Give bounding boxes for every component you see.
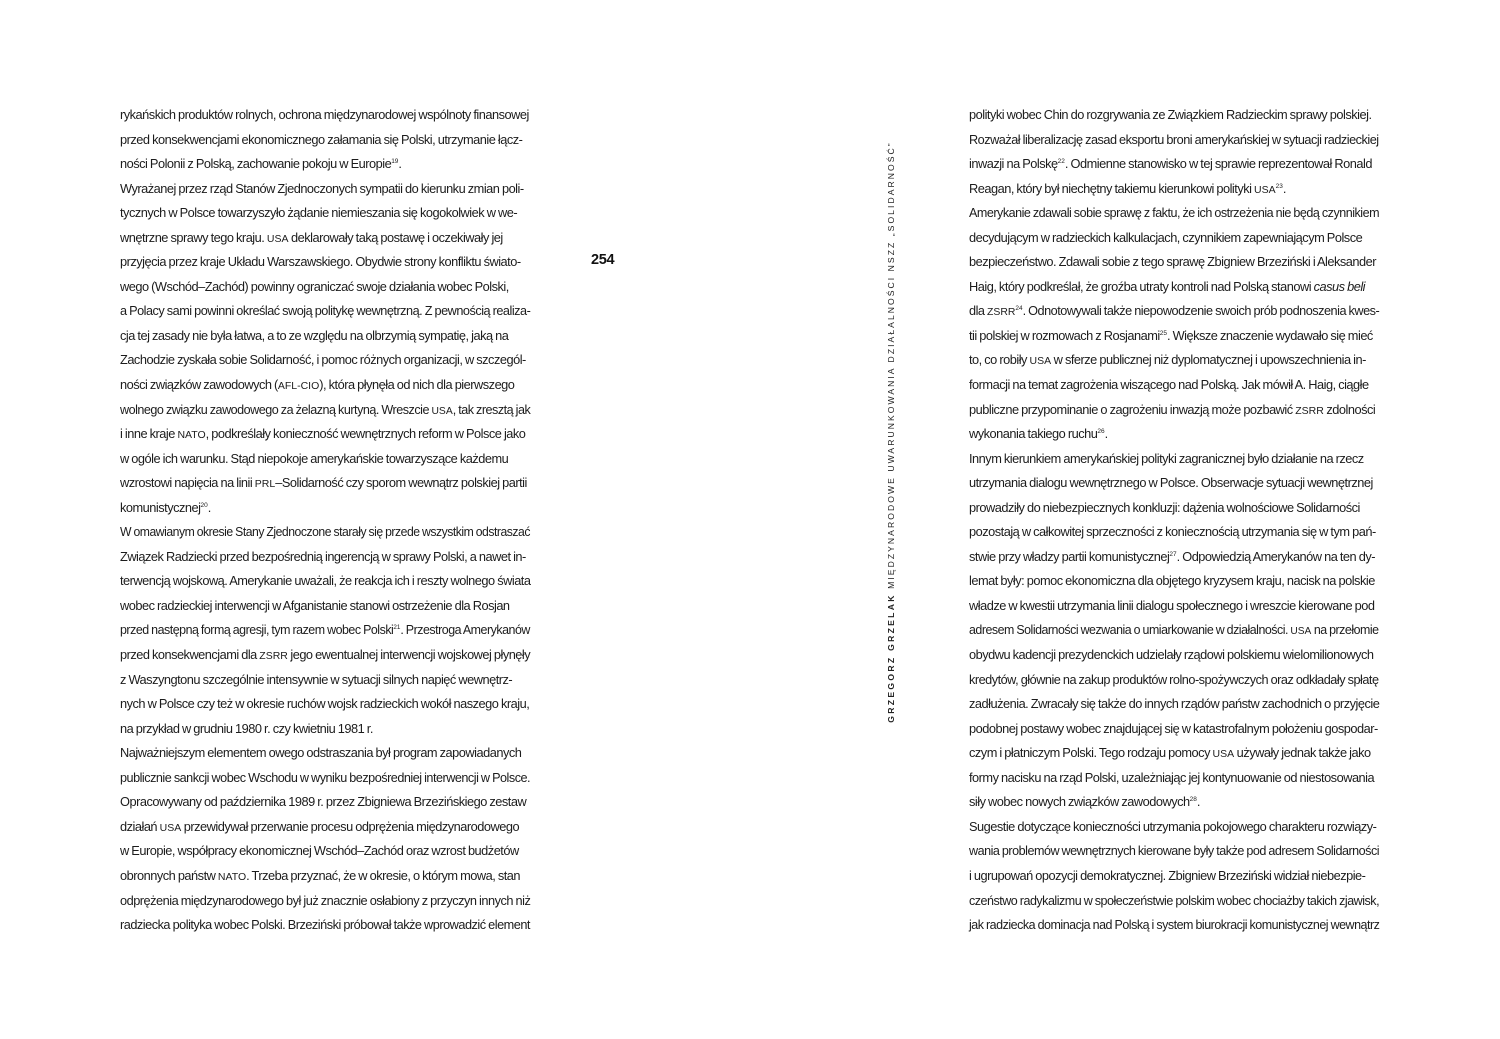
text-line [969, 373, 1379, 398]
text-segment: deklarowały taką postawę i oczekiwały jej [288, 229, 503, 245]
text-segment: ności Polonii z Polską, zachowanie pokoju w Europie [120, 156, 392, 172]
text-line [120, 717, 530, 742]
text-line [120, 741, 530, 766]
text-line [969, 201, 1380, 226]
text-segment: . [1282, 180, 1286, 196]
text-segment: przed następną formą agresji, tym razem wobec Polski [120, 622, 394, 638]
text-segment: cja tej zasady nie była łatwa, a to ze względu na olbrzymią sympatię, jaką na [120, 327, 509, 343]
acronym: NATO [177, 429, 206, 442]
text-segment: odprężenia międzynarodowego był już znacznie osłabiony z przyczyn innych niż [120, 892, 531, 908]
text-line [969, 250, 1379, 275]
text-segment: na przełomie [1311, 622, 1379, 638]
text-segment: używały jednak także jako [1234, 745, 1371, 761]
right-text-column [969, 103, 1379, 938]
text-segment: . [207, 499, 211, 515]
text-segment: w sferze publicznej niż dyplomatycznej i upowszechnienia in- [1051, 352, 1366, 368]
text-line [969, 348, 1379, 373]
text-line [969, 815, 1379, 840]
text-line [120, 201, 530, 226]
text-line [969, 545, 1379, 570]
footnote-marker: 21 [393, 624, 401, 632]
text-line [969, 226, 1379, 251]
text-segment: Haig, który podkreślał, że groźba utraty kontroli nad Polską stanowi [969, 278, 1314, 294]
text-segment: Najważniejszym elementem owego odstraszania był program zapowiadanych [120, 745, 522, 761]
acronym: USA [1212, 748, 1235, 761]
text-segment: obronnych państw [120, 867, 218, 883]
text-segment: wzrostowi napięcia na linii [120, 475, 255, 491]
text-line [969, 668, 1379, 693]
text-line [120, 226, 530, 251]
text-line [969, 594, 1379, 619]
text-line [969, 717, 1379, 742]
footnote-marker: 24 [1015, 305, 1023, 313]
text-line [969, 569, 1379, 594]
text-line [969, 103, 1379, 128]
text-line [120, 152, 530, 177]
acronym: PRL [254, 478, 276, 491]
text-segment: rykańskich produktów rolnych, ochrona międzynarodowej wspólnoty finansowej [120, 107, 529, 122]
text-line [120, 864, 530, 889]
text-segment: bezpieczeństwo. Zdawali sobie z tego sprawę Zbigniew Brzeziński i Aleksander [969, 254, 1377, 270]
text-segment: decydującym w radzieckich kalkulacjach, czynnikiem zapewniającym Polsce [969, 229, 1363, 245]
text-line [969, 766, 1379, 791]
text-line [969, 275, 1379, 300]
footnote-marker: 22 [1057, 158, 1065, 166]
text-segment: publiczne przypominanie o zagrożeniu inwazją może pozbawić [969, 401, 1296, 417]
text-segment: . Odpowiedzią Amerykanów na ten dy- [1176, 548, 1375, 564]
text-line [120, 520, 530, 545]
text-segment: . Większe znaczenie wydawało się mieć [1166, 327, 1373, 343]
text-segment: Reagan, który był niechętny takiemu kierunkowi polityki [969, 180, 1255, 196]
text-segment: wnętrzne sprawy tego kraju. [120, 229, 267, 245]
text-segment: Wyrażanej przez rząd Stanów Zjednoczonych sympatii do kierunku zmian poli- [120, 180, 524, 196]
text-segment: kredytów, głównie na zakup produktów rolno-spożywczych oraz odkładały spłatę [969, 671, 1379, 687]
text-segment: . Przestroga Amerykanów [400, 622, 530, 638]
text-segment: lemat były: pomoc ekonomiczna dla objętego kryzysem kraju, nacisk na polskie [969, 573, 1375, 589]
text-segment: Zachodzie zyskała sobie Solidarność, i pomoc różnych organizacji, w szczegól- [120, 352, 526, 368]
text-line [120, 618, 530, 643]
text-line [969, 741, 1379, 766]
text-segment: na przykład w grudniu 1980 r. czy kwietniu 1981 r. [120, 720, 373, 736]
acronym: USA [1254, 183, 1276, 196]
text-line [969, 496, 1379, 521]
text-segment: zdolności [1323, 401, 1376, 417]
text-segment: utrzymania dialogu wewnętrznego w Polsce. Obserwacje sytuacji wewnętrznej [969, 475, 1373, 491]
text-line [969, 398, 1379, 423]
text-segment: zadłużenia. Zwracały się także do innych rządów państw zachodnich o przyjęcie [969, 696, 1380, 712]
text-line [120, 766, 531, 791]
text-line [120, 889, 529, 914]
footnote-marker: 25 [1159, 329, 1167, 337]
text-line [120, 299, 531, 324]
text-segment: ), która płynęła od nich dla pierwszego [319, 377, 515, 393]
footnote-marker: 23 [1275, 182, 1283, 190]
text-line [969, 643, 1379, 668]
footnote-marker: 19 [391, 158, 399, 166]
text-line [969, 520, 1379, 545]
text-line [969, 864, 1379, 889]
footnote-marker: 26 [1097, 428, 1105, 436]
text-segment: . Odmienne stanowisko w tej sprawie reprezentował Ronald [1064, 156, 1372, 172]
text-segment: przyjęcia przez kraje Układu Warszawskiego. Obydwie strony konfliktu świato- [120, 254, 521, 270]
text-segment: polityki wobec Chin do rozgrywania ze Związkiem Radzieckim sprawy polskiej. [969, 107, 1372, 122]
text-segment: publicznie sankcji wobec Wschodu w wyniku bezpośredniej interwencji w Polsce. [120, 769, 531, 785]
text-line [120, 496, 530, 521]
text-segment: komunistycznej [120, 499, 201, 515]
text-segment: wobec radzieckiej interwencji w Afganistanie stanowi ostrzeżenie dla Rosjan [120, 597, 510, 613]
text-segment: ności związków zawodowych ( [120, 377, 278, 393]
text-line [969, 299, 1380, 324]
text-segment: tycznych w Polsce towarzyszyło żądanie niemieszania się kogokolwiek w we- [120, 205, 518, 221]
text-segment: Rozważał liberalizację zasad eksportu broni amerykańskiej w sytuacji radzieckiej [969, 131, 1379, 147]
text-segment: nych w Polsce czy też w okresie ruchów wojsk radzieckich wokół naszego kraju, [120, 696, 530, 712]
text-segment: radziecka polityka wobec Polski. Brzeziński próbował także wprowadzić element [120, 917, 530, 933]
text-line [120, 447, 530, 472]
text-line [120, 569, 530, 594]
text-segment: w Europie, współpracy ekonomicznej Wschód–Zachód oraz wzrost budżetów [120, 843, 519, 859]
text-line [120, 398, 531, 423]
text-segment: W omawianym okresie Stany Zjednoczone starały się przede wszystkim odstraszać [120, 524, 530, 540]
text-line [120, 471, 530, 496]
text-line [969, 471, 1379, 496]
text-line [120, 790, 530, 815]
acronym: USA [1290, 625, 1312, 638]
text-segment: . [1196, 794, 1200, 810]
acronym: USA [431, 404, 453, 417]
acronym: AFL-CIO [277, 380, 320, 393]
acronym: USA [1029, 355, 1052, 368]
text-line [969, 618, 1379, 643]
text-segment: jego ewentualnej interwencji wojskowej płynęły [287, 647, 531, 663]
text-line [969, 913, 1380, 938]
text-segment: działań [120, 818, 160, 834]
text-line [120, 422, 530, 447]
text-segment: . [398, 156, 402, 172]
text-segment: a Polacy sami powinni określać swoją politykę wewnętrzną. Z pewnością realiza- [120, 303, 531, 319]
text-segment: wego (Wschód–Zachód) powinny ograniczać swoje działania wobec Polski, [120, 278, 509, 294]
text-line [120, 103, 530, 128]
text-segment: pozostają w całkowitej sprzeczności z koniecznością utrzymania się w tym pań- [969, 524, 1376, 540]
acronym: ZSRR [259, 650, 288, 663]
acronym: NATO [217, 870, 247, 883]
text-segment: adresem Solidarności wezwania o umiarkowanie w działalności. [969, 622, 1291, 638]
text-line [969, 447, 1379, 472]
footnote-marker: 20 [200, 501, 208, 509]
text-line [969, 839, 1380, 864]
text-line [969, 324, 1379, 349]
text-segment: wolnego związku zawodowego za żelazną kurtyną. Wreszcie [120, 401, 432, 417]
text-segment: dla [969, 303, 988, 319]
text-segment: z Waszyngtonu szczególnie intensywnie w sytuacji silnych napięć wewnętrz- [120, 671, 513, 687]
text-line [969, 152, 1379, 177]
text-segment: , podkreślały konieczność wewnętrznych reform w Polsce jako [205, 426, 526, 442]
left-text-column [120, 103, 530, 938]
text-segment: wania problemów wewnętrznych kierowane były także pod adresem Solidarności [969, 843, 1380, 859]
text-segment: prowadziły do niebezpiecznych konkluzji: dążenia wolnościowe Solidarności [969, 499, 1360, 515]
text-line [120, 545, 530, 570]
running-header-author: GRZEGORZ GRZELAK [886, 593, 896, 723]
text-line [120, 692, 530, 717]
text-segment: to, co robiły [969, 352, 1030, 368]
text-segment: czeństwo radykalizmu w społeczeństwie polskim wobec chociażby takich zjawisk, [969, 892, 1380, 908]
acronym: USA [266, 232, 289, 245]
text-segment: formy nacisku na rząd Polski, uzależniając jej kontynuowanie od niestosowania [969, 769, 1375, 785]
text-segment: w ogóle ich warunku. Stąd niepokoje amerykańskie towarzyszące każdemu [120, 450, 509, 466]
text-segment: i ugrupowań opozycji demokratycznej. Zbigniew Brzeziński widział niebezpie- [969, 867, 1366, 883]
text-segment: Amerykanie zdawali sobie sprawę z faktu, że ich ostrzeżenia nie będą czynnikiem [969, 205, 1380, 221]
text-segment: siły wobec nowych związków zawodowych [969, 794, 1190, 810]
running-header-title: MIĘDZYNARODOWE UWARUNKOWANIA DZIAŁALNOŚCI NSZZ „SOLIDARNOŚĆ” [886, 141, 896, 594]
text-segment: . Trzeba przyznać, że w okresie, o którym mowa, stan [246, 867, 521, 883]
text-segment: . Odnotowywali także niepowodzenie swoich prób podnoszenia kwes- [1022, 303, 1380, 319]
text-line [120, 815, 530, 840]
text-line [120, 324, 530, 349]
text-line [969, 790, 1379, 815]
acronym: ZSRR [1295, 404, 1324, 417]
footnote-marker: 28 [1189, 796, 1197, 804]
text-line [969, 128, 1379, 153]
acronym: USA [159, 821, 182, 834]
italic-text: casus beli [1313, 278, 1366, 294]
text-segment: podobnej postawy wobec znajdującej się w katastrofalnym położeniu gospodar- [969, 720, 1378, 736]
text-line [969, 422, 1379, 447]
text-segment: inwazji na Polskę [969, 156, 1058, 172]
text-segment: Związek Radziecki przed bezpośrednią ingerencją w sprawy Polski, a nawet in- [120, 548, 526, 564]
text-segment: Opracowywany od października 1989 r. przez Zbigniewa Brzezińskiego zestaw [120, 794, 527, 810]
text-line [120, 177, 530, 202]
text-segment: jak radziecka dominacja nad Polską i system biurokracji komunistycznej wewnątrz [969, 917, 1380, 933]
text-line [120, 913, 528, 938]
text-line [120, 128, 530, 153]
text-segment: władze w kwestii utrzymania linii dialogu społecznego i wreszcie kierowane pod [969, 597, 1375, 613]
text-line [120, 250, 530, 275]
text-line [120, 373, 530, 398]
text-segment: czym i płatniczym Polski. Tego rodzaju pomocy [969, 745, 1213, 761]
text-line [120, 594, 530, 619]
text-line [969, 177, 1379, 202]
text-segment: obydwu kadencji prezydenckich udzielały rządowi polskiemu wielomilionowych [969, 647, 1374, 663]
text-segment: Sugestie dotyczące konieczności utrzymania pokojowego charakteru rozwiązy- [969, 818, 1377, 834]
text-segment: przewidywał przerwanie procesu odprężenia międzynarodowego [181, 818, 520, 834]
text-line [969, 692, 1379, 717]
text-segment: przed konsekwencjami dla [120, 647, 260, 663]
text-line [120, 643, 529, 668]
text-segment: , tak zresztą jak [452, 401, 531, 417]
text-segment: Innym kierunkiem amerykańskiej polityki zagranicznej było działanie na rzecz [969, 450, 1364, 466]
text-segment: . [1104, 426, 1108, 442]
text-segment: stwie przy władzy partii komunistycznej [969, 548, 1170, 564]
text-segment: wykonania takiego ruchu [969, 426, 1098, 442]
text-segment: tii polskiej w rozmowach z Rosjanami [969, 327, 1160, 343]
page-number: 254 [591, 252, 615, 268]
text-line [120, 668, 530, 693]
acronym: ZSRR [987, 306, 1016, 319]
text-segment: i inne kraje [120, 426, 178, 442]
text-line [120, 275, 530, 300]
text-segment: przed konsekwencjami ekonomicznego załamania się Polski, utrzymanie łącz- [120, 131, 523, 147]
running-header-text [886, 141, 896, 722]
text-segment: formacji na temat zagrożenia wiszącego nad Polską. Jak mówił A. Haig, ciągłe [969, 377, 1369, 393]
text-line [120, 839, 530, 864]
text-line [969, 889, 1380, 914]
text-segment: terwencją wojskową. Amerykanie uważali, że reakcja ich i reszty wolnego świata [120, 573, 531, 589]
text-segment: –Solidarność czy sporom wewnątrz polskiej partii [275, 475, 527, 491]
footnote-marker: 27 [1169, 550, 1177, 558]
text-line [120, 348, 530, 373]
